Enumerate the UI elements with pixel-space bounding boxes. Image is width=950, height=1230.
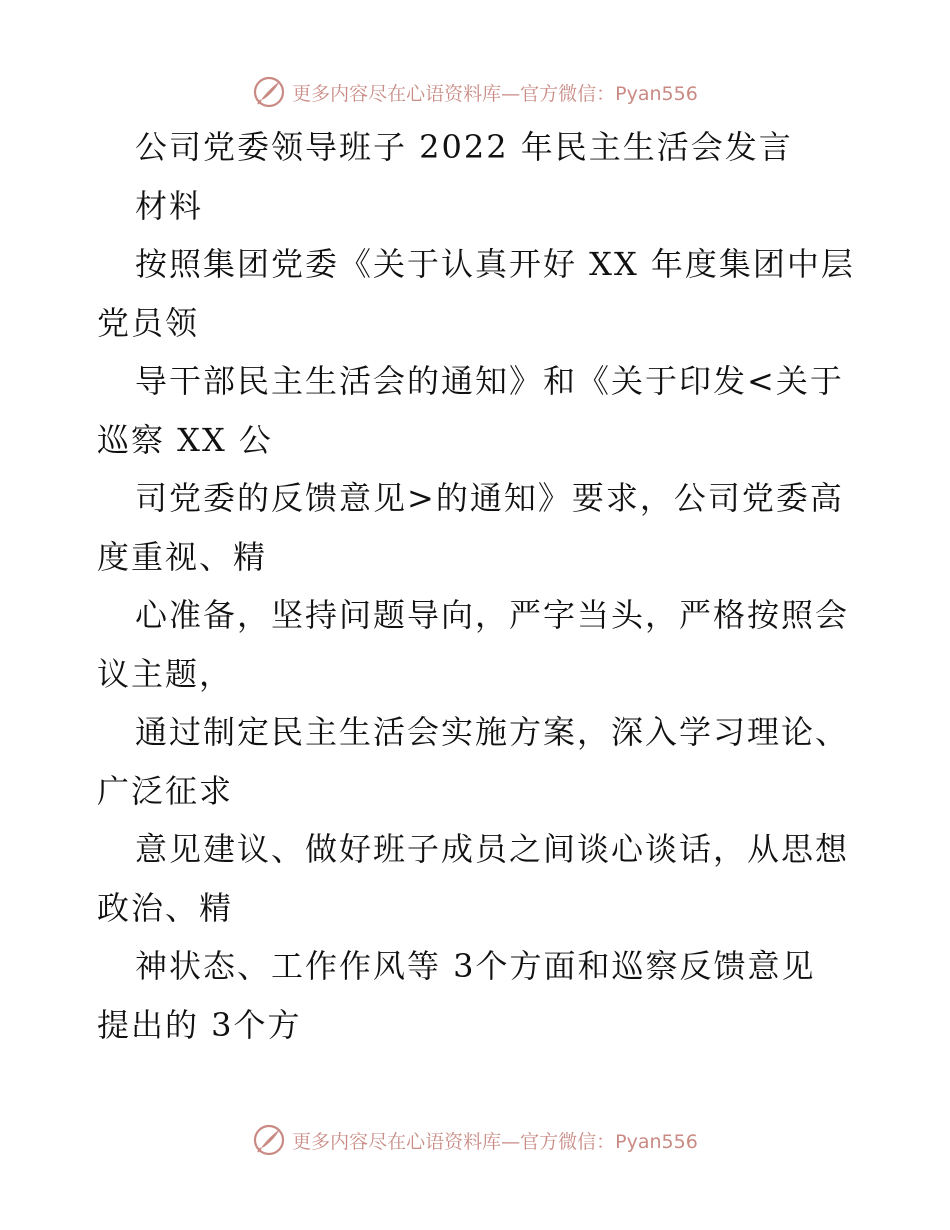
doc-line: 广泛征求 <box>97 771 234 810</box>
doc-line: 提出的 3个方 <box>97 1005 302 1044</box>
doc-line: 导干部民主生活会的通知》和《关于印发<关于 <box>135 362 844 400</box>
watermark-text <box>292 79 698 106</box>
doc-line: 政治、精 <box>97 888 234 927</box>
doc-line: 巡察 XX 公 <box>97 420 273 459</box>
doc-line: 司党委的反馈意见>的通知》要求，公司党委高 <box>135 479 844 517</box>
watermark-label: 更多内容尽在心语资料库—官方微信： <box>292 1130 616 1153</box>
doc-line: 神状态、工作作风等 3个方面和巡察反馈意见 <box>135 947 816 985</box>
doc-title-line-1: 公司党委领导班子 2022 年民主生活会发言 <box>135 128 793 166</box>
watermark-wechat-id: Pyan556 <box>615 82 698 105</box>
footer-watermark <box>0 1120 950 1160</box>
document-body <box>97 118 857 1054</box>
doc-line: 度重视、精 <box>97 537 268 576</box>
quill-logo-icon <box>252 75 286 109</box>
doc-line: 意见建议、做好班子成员之间谈心谈话，从思想 <box>135 830 850 868</box>
doc-line: 按照集团党委《关于认真开好 XX 年度集团中层 <box>135 245 855 283</box>
header-watermark <box>0 72 950 112</box>
watermark-wechat-id: Pyan556 <box>615 1130 698 1153</box>
watermark-text <box>292 1127 698 1154</box>
doc-line: 通过制定民主生活会实施方案，深入学习理论、 <box>135 713 850 751</box>
doc-line: 议主题， <box>97 654 234 693</box>
doc-line: 心准备，坚持问题导向，严字当头，严格按照会 <box>135 596 850 634</box>
doc-title-line-2: 材料 <box>135 186 204 225</box>
doc-line: 党员领 <box>97 303 200 342</box>
watermark-label: 更多内容尽在心语资料库—官方微信： <box>292 82 616 105</box>
quill-logo-icon <box>252 1123 286 1157</box>
